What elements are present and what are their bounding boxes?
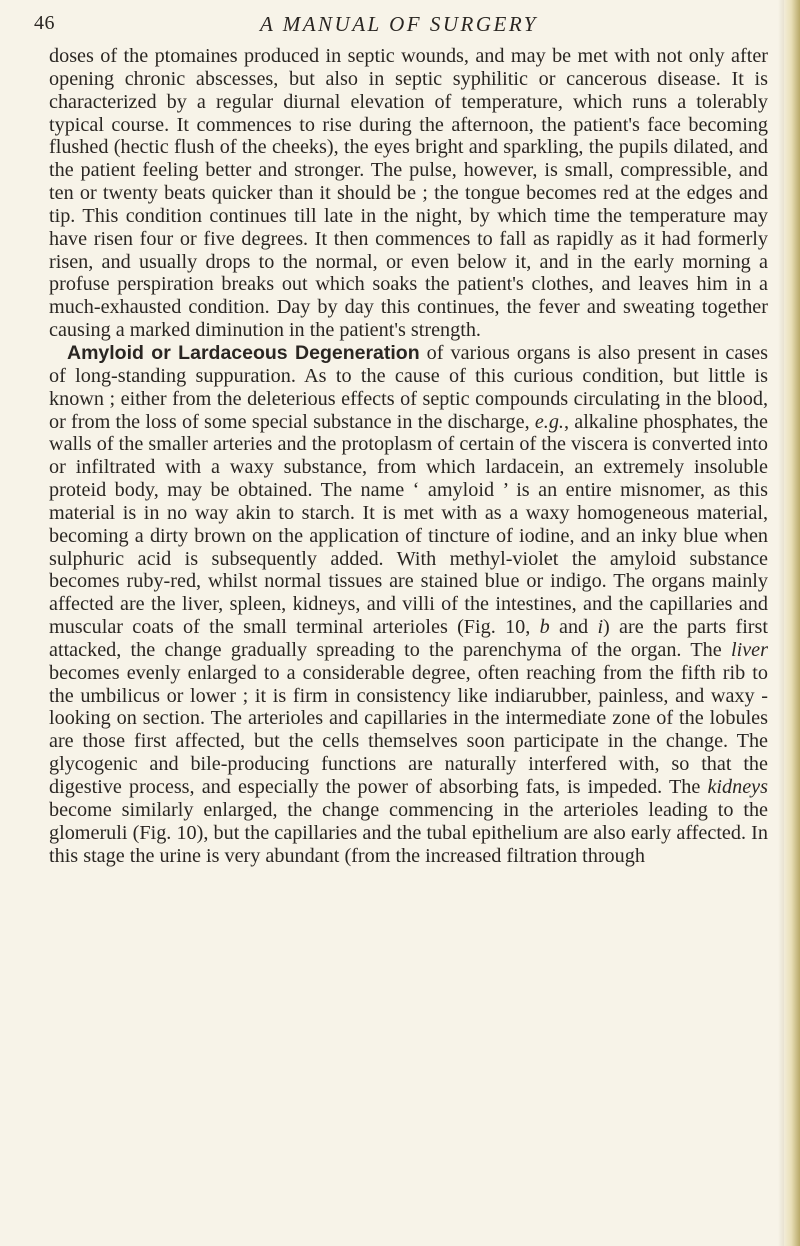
- text-run: becomes evenly enlarged to a considerable degree, often reaching from the fifth rib to the umbilicus or lower ; it is firm in consistency like indiarubber, painless, and waxy - looking on section. The arterioles and capillaries in the intermediate zone of the lobules are those first affected, but the cells themselves soon participate in the change. The glycogenic and bile-producing functions are naturally interfered with, so that the digestive process, and especially the power of absorbing fats, is impeded. The: [49, 661, 768, 798]
- text-run: of various organs is also present in cases of long-standing suppuration. As to the cause of this curious condition, but little is known ; either from the deleterious effects of septic compounds circulating in the blood, or from the loss of some special substance in the discharge,: [49, 341, 768, 433]
- paragraph-amyloid-degeneration: [49, 342, 768, 867]
- text-run: ) are the parts first attacked, the change gradually spreading to the parenchyma of the organ. The: [49, 616, 768, 661]
- page-edge-binding: [784, 0, 800, 1246]
- page-number: 46: [34, 12, 55, 34]
- text-run: become similarly enlarged, the change commencing in the arterioles leading to the glomeruli (Fig. 10), but the capillaries and the tubal epithelium are also early affected. In this stage the urine is very abundant (from the increased filtration through: [49, 798, 768, 867]
- italic-figure-ref-i: i: [597, 616, 604, 639]
- italic-figure-ref-b: b: [539, 616, 550, 639]
- italic-abbreviation: e.g.: [534, 410, 564, 433]
- running-title: A MANUAL OF SURGERY: [260, 12, 538, 36]
- italic-term-kidneys: kidneys: [707, 776, 768, 798]
- body-text: [49, 45, 768, 867]
- paragraph-ptomaine-fever: doses of the ptomaines produced in septic wounds, and may be met with not only after opening chronic abscesses, but also in septic syphilitic or cancerous disease. It is characterized by a regular diurnal elevation of temperature, which runs a tolerably typical course. It commences to rise during the afternoon, the patient's face becoming flushed (hectic flush of the cheeks), the eyes bright and sparkling, the pupils dilated, and the patient feeling better and stronger. The pulse, however, is small, compressible, and ten or twenty beats quicker than it should be ; the tongue becomes red at the edges and tip. This condition continues till late in the night, by which time the temperature may have risen four or five degrees. It then commences to fall as rapidly as it had formerly risen, and usually drops to the normal, or even below it, and in the early morning a profuse perspiration breaks out which soaks the patient's clothes, and leaves him in a much-exhausted condition. Day by day this continues, the fever and sweating together causing a marked diminution in the patient's strength.: [49, 45, 768, 342]
- section-heading-amyloid: Amyloid or Lardaceous Degeneration: [67, 341, 420, 364]
- text-run: , alkaline phosphates, the walls of the smaller arteries and the protoplasm of certain of the viscera is converted into or infiltrated with a waxy substance, from which lardacein, an extremely insoluble proteid body, may be obtained. The name ‘ amyloid ’ is an entire misnomer, as this material is in no way akin to starch. It is met with as a waxy homogeneous material, becoming a dirty brown on the application of tincture of iodine, and an inky blue when sulphuric acid is subsequently added. With methyl-violet the amyloid substance becomes ruby-red, whilst normal tissues are stained blue or indigo. The organs mainly affected are the liver, spleen, kidneys, and villi of the intestines, and the capillaries and muscular coats of the small terminal arterioles (Fig. 10,: [49, 410, 768, 639]
- text-run: and: [549, 616, 598, 639]
- page-header: [34, 8, 764, 38]
- italic-term-liver: liver: [731, 638, 768, 661]
